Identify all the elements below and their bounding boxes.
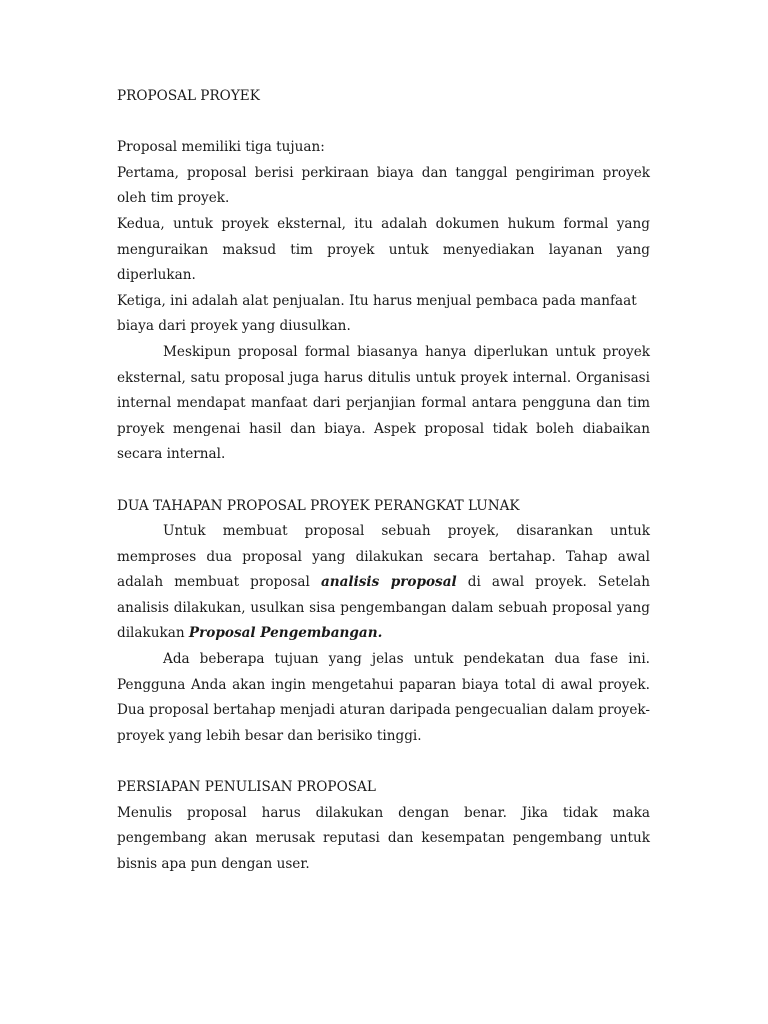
text-run: di awal proyek. Setelah analisis dilakukan, usulkan sisa pengembangan dalam sebuah proposal yang dilakukan [117,574,650,642]
section-heading-preparation: PERSIAPAN PENULISAN PROPOSAL [117,779,376,796]
purpose-first: Pertama, proposal berisi perkiraan biaya dan tanggal pengiriman proyek oleh tim proyek. [117,164,650,207]
document-page [117,84,650,877]
purpose-second: Kedua, untuk proyek eksternal, itu adalah dokumen hukum formal yang menguraikan maksud tim proyek untuk menyediakan layanan yang diperlukan. [117,215,650,284]
intro-line: Proposal memiliki tiga tujuan: [117,139,325,156]
paragraph-formal-proposal: Meskipun proposal formal biasanya hanya diperlukan untuk proyek eksternal, satu proposal juga harus ditulis untuk proyek internal. Organisasi internal mendapat manfaat dari perjanjian formal antara pengguna dan tim proyek mengenai hasil dan biaya. Aspek proposal tidak boleh diabaikan secara internal. [117,343,650,463]
section-heading-two-stages: DUA TAHAPAN PROPOSAL PROYEK PERANGKAT LUNAK [117,497,520,514]
document-title: PROPOSAL PROYEK [117,88,260,104]
emphasis-analisis-proposal: analisis proposal [320,574,457,591]
text-run: Untuk membuat proposal sebuah proyek, disarankan untuk memproses dua proposal yang dilakukan secara bertahap. Tahap awal adalah membuat proposal [117,523,650,591]
spacer [117,749,650,775]
spacer [117,110,650,136]
paragraph-two-phase-approach: Ada beberapa tujuan yang jelas untuk pendekatan dua fase ini. Pengguna Anda akan ingin mengetahui paparan biaya total di awal proyek. Dua proposal bertahap menjadi aturan daripada pengecualian dalam proyek-proyek yang lebih besar dan berisiko tinggi. [117,651,650,744]
paragraph-preparation: Menulis proposal harus dilakukan dengan benar. Jika tidak maka pengembang akan merusak reputasi dan kesempatan pengembang untuk bisnis apa pun dengan user. [117,804,650,872]
paragraph-two-stages [117,519,650,647]
purpose-third: Ketiga, ini adalah alat penjualan. Itu harus menjual pembaca pada manfaat biaya dari proyek yang diusulkan. [117,292,637,335]
emphasis-proposal-pengembangan: Proposal Pengembangan. [188,625,383,642]
spacer [117,468,650,494]
